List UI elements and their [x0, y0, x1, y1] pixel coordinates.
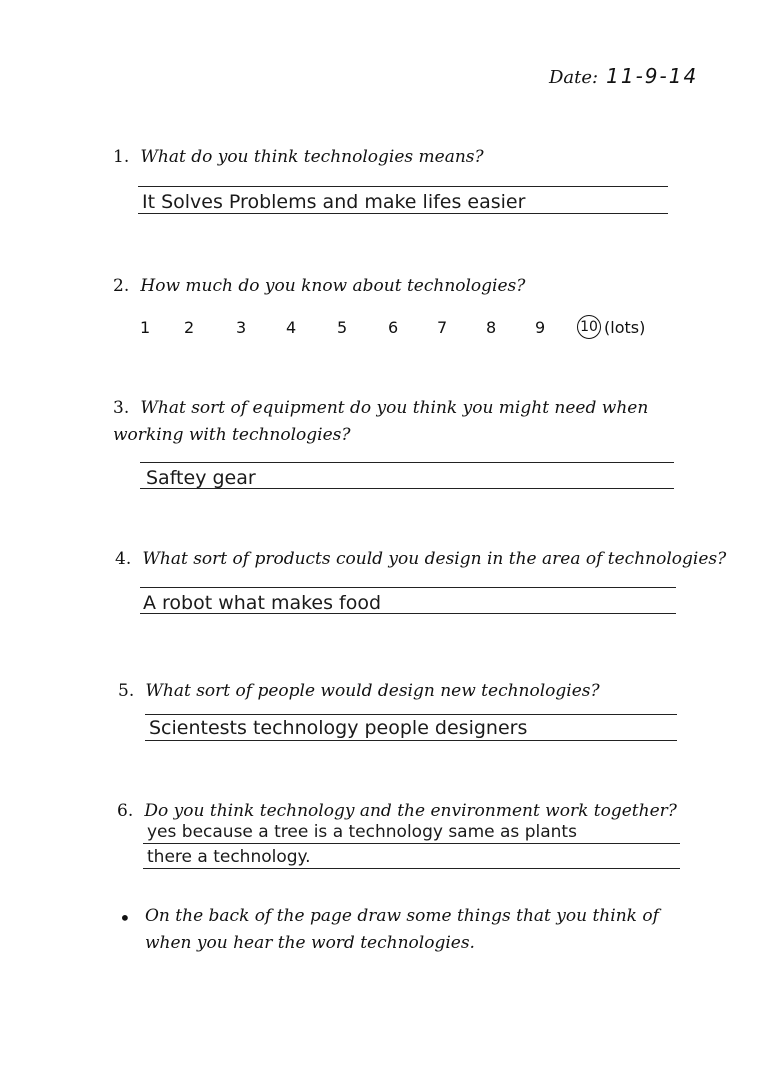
date-label: Date: — [549, 67, 599, 88]
scale-option[interactable]: 2 — [184, 318, 195, 337]
question-5 — [118, 678, 600, 705]
question-text: What sort of products could you design in the area of technologies? — [142, 549, 727, 569]
question-number: 2. — [113, 276, 130, 296]
answer-4[interactable]: A robot what makes food — [143, 592, 382, 614]
instruction-text: On the back of the page draw some things that you think of when you hear the word technologies. — [145, 906, 659, 953]
scale-option-selected[interactable]: 10 — [577, 315, 601, 339]
question-number: 6. — [117, 801, 134, 821]
question-number: 3. — [113, 398, 130, 418]
answer-3[interactable]: Saftey gear — [146, 467, 256, 489]
answer-6-line-2[interactable]: there a technology. — [147, 847, 311, 867]
scale-option[interactable]: 9 — [535, 318, 546, 337]
answer-line — [143, 868, 680, 869]
scale-option[interactable]: 5 — [337, 318, 348, 337]
answer-1[interactable]: It Solves Problems and make lifes easier — [142, 191, 526, 213]
question-text: What sort of equipment do you think you might need when working with technologies? — [113, 398, 649, 445]
answer-line — [140, 613, 676, 614]
question-number: 4. — [115, 549, 132, 569]
question-text: What sort of people would design new technologies? — [145, 681, 600, 701]
question-number: 5. — [118, 681, 135, 701]
answer-line — [143, 843, 680, 844]
scale-option[interactable]: 8 — [486, 318, 497, 337]
answer-line — [140, 587, 676, 588]
date-field — [549, 64, 698, 88]
scale-end-label: (lots) — [604, 318, 646, 337]
answer-line — [145, 714, 677, 715]
question-text: What do you think technologies means? — [140, 147, 484, 167]
answer-5[interactable]: Scientests technology people designers — [149, 717, 528, 739]
question-4 — [115, 546, 726, 573]
question-3 — [113, 395, 653, 449]
scale-option[interactable]: 4 — [286, 318, 297, 337]
answer-line — [140, 462, 674, 463]
answer-line — [145, 740, 677, 741]
scale-option[interactable]: 7 — [437, 318, 448, 337]
answer-line — [138, 186, 668, 187]
scale-option[interactable]: 1 — [140, 318, 151, 337]
date-value: 11-9-14 — [606, 64, 699, 88]
question-number: 1. — [113, 147, 130, 167]
answer-6-line-1[interactable]: yes because a tree is a technology same as plants — [147, 822, 577, 842]
answer-line — [140, 488, 674, 489]
question-text: Do you think technology and the environment work together? — [144, 801, 677, 821]
scale-option[interactable]: 3 — [236, 318, 247, 337]
bullet-icon: • — [119, 906, 131, 930]
question-text: How much do you know about technologies? — [140, 276, 526, 296]
question-2 — [113, 273, 525, 300]
answer-line — [138, 213, 668, 214]
question-6 — [117, 798, 677, 825]
question-1 — [113, 144, 484, 171]
scale-option[interactable]: 6 — [388, 318, 399, 337]
